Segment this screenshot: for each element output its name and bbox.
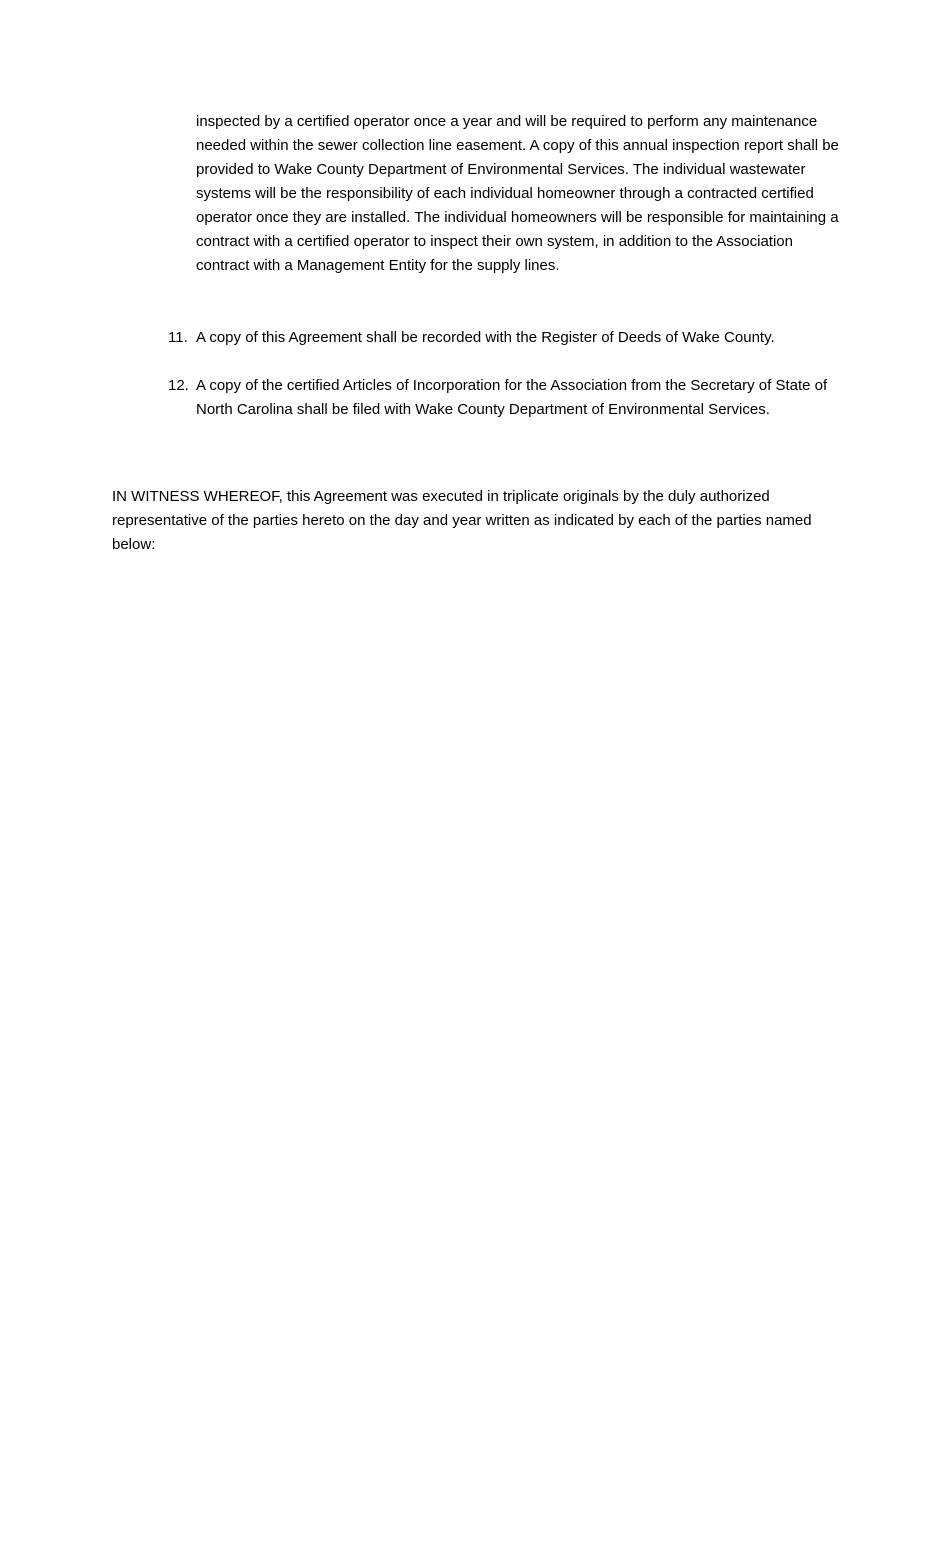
list-text: A copy of the certified Articles of Incorporation for the Association from the Secretary of State of North Carolina shall be filed with Wake County Department of Environmental Services. [196, 377, 828, 418]
list-number: 12. [168, 377, 189, 394]
continuation-paragraph: inspected by a certified operator once a year and will be required to perform any maintenance needed within the sewer collection line easement. A copy of this annual inspection report shall be provided to Wake County Department of Environmental Services. The individual wastewater systems will be the responsibility of each individual homeowner through a contracted certified operator once they are installed. The individual homeowners will be responsible for maintaining a contract with a certified operator to inspect their own system, in addition to the Association contract with a Management Entity for the supply lines. [196, 113, 839, 274]
witness-paragraph: IN WITNESS WHEREOF, this Agreement was executed in triplicate originals by the duly authorized representative of the parties hereto on the day and year written as indicated by each of the parties named below: [112, 488, 812, 553]
list-text: A copy of this Agreement shall be recorded with the Register of Deeds of Wake County. [196, 329, 775, 346]
list-number: 11. [168, 329, 188, 346]
